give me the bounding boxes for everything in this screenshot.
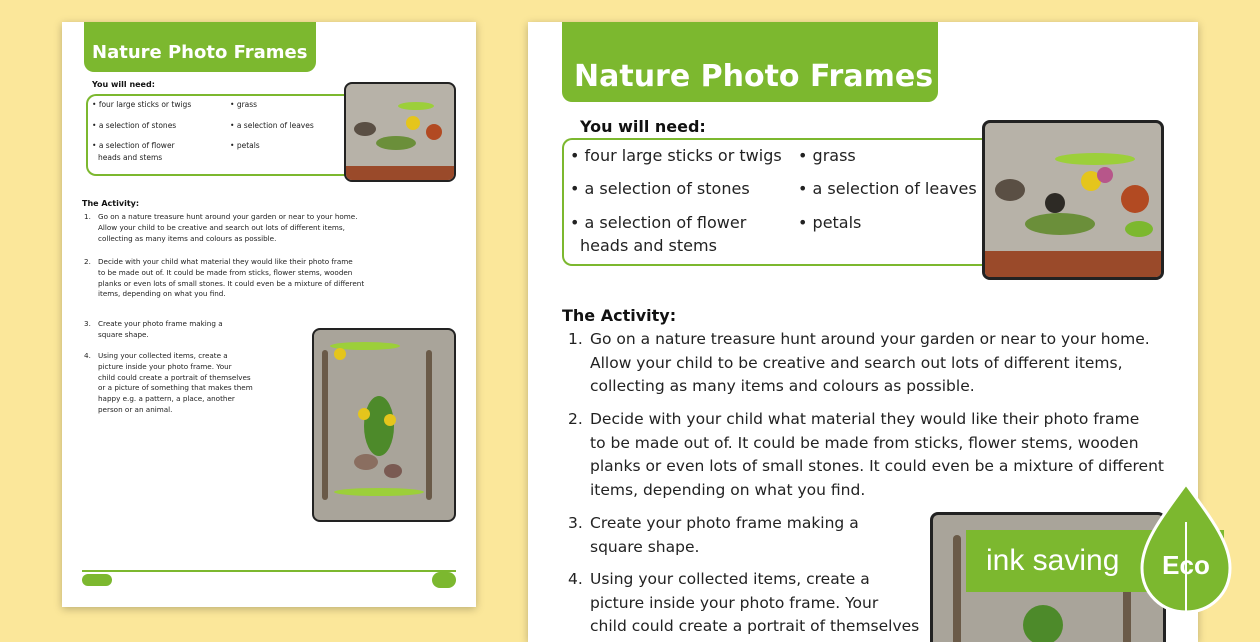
footer-rule: [82, 570, 456, 572]
step-item: 3. Create your photo frame making a square shape.: [84, 319, 223, 339]
material-item: • a selection of stones: [570, 179, 750, 198]
step-item: 1. Go on a nature treasure hunt around your garden or near to your home. Allow your child to be creative and search out lots of different items, collecting as many items and colours as possible.: [84, 212, 358, 243]
page-title: Nature Photo Frames: [84, 22, 316, 72]
you-will-need-label: You will need:: [580, 117, 706, 136]
material-item: • four large sticks or twigs: [92, 100, 192, 109]
material-item: • four large sticks or twigs: [570, 146, 782, 165]
material-item: • a selection of flower: [92, 141, 175, 150]
activity-heading: The Activity:: [82, 199, 140, 208]
step-item: 4. Using your collected items, create a picture inside your photo frame. Your child could create a portrait of themselves or a picture of something that makes them happy e.g. a pattern, a place, another person or an animal.: [84, 351, 253, 414]
materials-photo: [344, 82, 456, 182]
eco-label: Eco: [1162, 550, 1210, 580]
step-item: 1. Go on a nature treasure hunt around your garden or near to your home. Allow your child to be creative and search out lots of different items, collecting as many items and colours as possible.: [568, 330, 1150, 396]
activity-heading: The Activity:: [562, 306, 677, 325]
twinkl-logo: [82, 574, 112, 586]
frame-photo: [312, 328, 456, 522]
materials-photo: [982, 120, 1164, 280]
worksheet-thumbnail: [62, 22, 476, 607]
material-item: • petals: [798, 213, 862, 232]
material-item-cont: heads and stems: [580, 236, 717, 255]
material-item: • petals: [230, 141, 260, 150]
eco-leaf-icon: [1138, 482, 1234, 622]
step-item: 2. Decide with your child what material they would like their photo frame to be made out of. It could be made from sticks, flower stems, wooden planks or even lots of small stones. It could even be a mixture of different items, depending on what you find.: [568, 410, 1164, 499]
ink-saving-label: ink saving: [986, 544, 1120, 577]
material-item: • grass: [798, 146, 856, 165]
twinkl-badge-icon: [432, 572, 456, 588]
material-item: • grass: [230, 100, 258, 109]
page-title-large: Nature Photo Frames: [562, 22, 938, 102]
material-item-cont: heads and stems: [98, 153, 163, 162]
step-item: 4. Using your collected items, create a picture inside your photo frame. Your child could create a portrait of themselves: [568, 570, 920, 636]
step-item: 2. Decide with your child what material they would like their photo frame to be made out of. It could be made from sticks, flower stems, wooden planks or even lots of small stones. It could even be a mixture of different items, depending on what you find.: [84, 257, 365, 299]
step-item: 3. Create your photo frame making a square shape.: [568, 514, 859, 556]
material-item: • a selection of leaves: [798, 179, 977, 198]
material-item: • a selection of flower: [570, 213, 747, 232]
material-item: • a selection of leaves: [230, 121, 314, 130]
material-item: • a selection of stones: [92, 121, 177, 130]
you-will-need-label: You will need:: [92, 80, 155, 89]
